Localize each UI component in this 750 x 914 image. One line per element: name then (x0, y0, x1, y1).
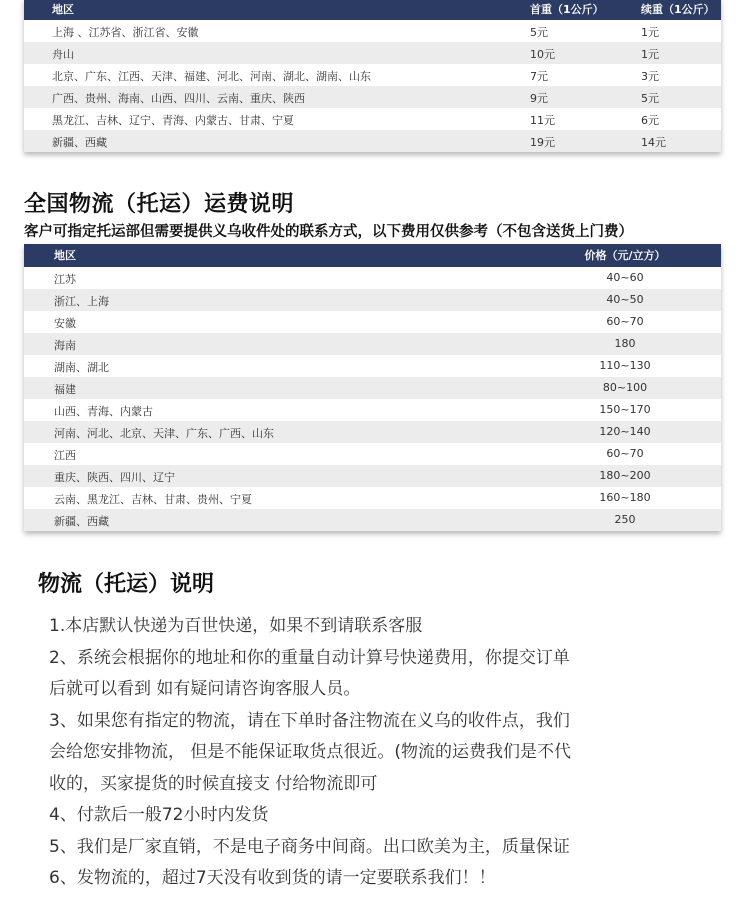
region-cell: 重庆、陕西、四川、辽宁 (54, 471, 175, 484)
table-row (24, 289, 721, 311)
price-cell: 120~140 (599, 425, 651, 438)
first-weight-cell: 9元 (530, 92, 548, 105)
continued-weight-cell: 3元 (641, 70, 659, 83)
header-region: 地区 (54, 249, 76, 262)
first-weight-cell: 5元 (530, 26, 548, 39)
region-cell: 山西、青海、内蒙古 (54, 405, 153, 418)
note-line: 后就可以看到 如有疑问请咨询客服人员。 (49, 679, 361, 699)
continued-weight-cell: 1元 (641, 26, 659, 39)
price-cell: 180 (614, 337, 636, 350)
region-cell: 云南、黑龙江、吉林、甘肃、贵州、宁夏 (54, 493, 252, 506)
note-line: 2、系统会根据你的地址和你的重量自动计算号快递费用，你提交订单 (49, 647, 570, 668)
note-line: 6、发物流的，超过7天没有收到货的请一定要联系我们！！ (49, 868, 496, 888)
continued-weight-cell: 5元 (641, 92, 659, 105)
table-row (24, 355, 721, 377)
table-row (24, 311, 721, 333)
region-cell: 新疆、西藏 (54, 515, 109, 528)
region-cell: 海南 (54, 339, 76, 352)
header-continued-weight: 续重（1公斤） (641, 3, 715, 16)
note-line: 1.本店默认快递为百世快递，如果不到请联系客服 (49, 616, 423, 636)
table-row (24, 377, 721, 399)
region-cell: 北京、广东、江西、天津、福建、河北、河南、湖北、湖南、山东 (52, 70, 371, 83)
price-cell: 110~130 (599, 359, 651, 372)
header-price: 价格（元/立方） (584, 249, 666, 262)
price-cell: 180~200 (599, 469, 651, 482)
table-row (24, 267, 721, 289)
express-fee-table-body (24, 20, 721, 152)
region-cell: 舟山 (52, 48, 74, 61)
freight-fee-table (24, 244, 721, 531)
first-weight-cell: 11元 (530, 114, 555, 127)
region-cell: 浙江、上海 (54, 295, 109, 308)
table-row (24, 20, 721, 42)
table-row (24, 487, 721, 509)
table-row (24, 42, 721, 64)
region-cell: 新疆、西藏 (52, 136, 107, 149)
table-row (24, 86, 721, 108)
price-cell: 250 (614, 513, 636, 526)
first-weight-cell: 10元 (530, 48, 555, 61)
express-fee-table-header (24, 0, 721, 20)
price-cell: 60~70 (606, 447, 644, 460)
table-row (24, 509, 721, 531)
table-row (24, 421, 721, 443)
header-region: 地区 (52, 3, 74, 16)
price-cell: 150~170 (599, 403, 651, 416)
region-cell: 河南、河北、北京、天津、广东、广西、山东 (54, 427, 274, 440)
region-cell: 上海 、江苏省、浙江省、安徽 (52, 26, 199, 39)
table-row (24, 465, 721, 487)
note-line: 4、付款后一般72小时内发货 (49, 805, 269, 825)
logistics-notes (49, 611, 669, 895)
region-cell: 江苏 (54, 273, 76, 286)
note-line: 3、如果您有指定的物流，请在下单时备注物流在义乌的收件点，我们 (49, 710, 570, 731)
freight-section-subtitle: 客户可指定托运部但需要提供义乌收件处的联系方式，以下费用仅供参考（不包含送货上门费） (24, 224, 633, 240)
price-cell: 80~100 (602, 381, 648, 394)
continued-weight-cell: 1元 (641, 48, 659, 61)
logistics-notes-title: 物流（托运）说明 (38, 572, 215, 597)
freight-fee-table-body (24, 267, 721, 531)
price-cell: 160~180 (599, 491, 651, 504)
table-row (24, 399, 721, 421)
region-cell: 湖南、湖北 (54, 361, 109, 374)
region-cell: 福建 (54, 383, 76, 396)
first-weight-cell: 19元 (530, 136, 555, 149)
price-cell: 40~50 (606, 293, 644, 306)
price-cell: 40~60 (606, 271, 644, 284)
table-row (24, 130, 721, 152)
price-cell: 60~70 (606, 315, 644, 328)
table-row (24, 443, 721, 465)
table-row (24, 108, 721, 130)
express-fee-table (24, 0, 721, 152)
table-row (24, 333, 721, 355)
freight-fee-table-header (24, 244, 721, 267)
freight-section-title: 全国物流（托运）运费说明 (24, 192, 295, 217)
region-cell: 安徽 (54, 317, 76, 330)
continued-weight-cell: 6元 (641, 114, 659, 127)
region-cell: 广西、贵州、海南、山西、四川、云南、重庆、陕西 (52, 92, 305, 105)
region-cell: 江西 (54, 449, 76, 462)
first-weight-cell: 7元 (530, 70, 548, 83)
region-cell: 黑龙江、吉林、辽宁、青海、内蒙古、甘肃、宁夏 (52, 114, 294, 127)
note-line: 收的，买家提货的时候直接支 付给物流即可 (49, 773, 378, 794)
table-row (24, 64, 721, 86)
note-line: 会给您安排物流， 但是不能保证取货点很近。(物流的运费我们是不代 (49, 742, 572, 762)
header-first-weight: 首重（1公斤） (530, 3, 604, 16)
note-line: 5、我们是厂家直销，不是电子商务中间商。出口欧美为主，质量保证 (49, 836, 570, 857)
continued-weight-cell: 14元 (641, 136, 666, 149)
